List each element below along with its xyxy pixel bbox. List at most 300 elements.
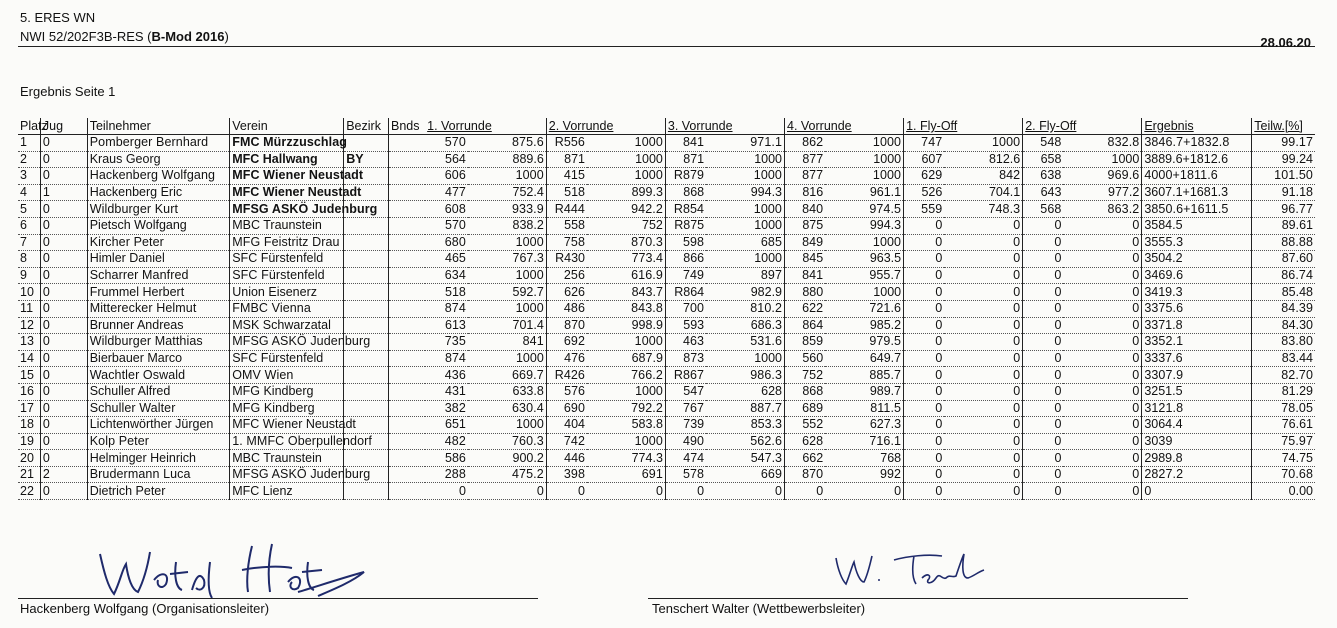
cell-verein: MBC Traunstein [230,450,344,467]
cell-platz: 15 [18,367,40,384]
cell-r2-raw: 558 [546,217,587,234]
cell-teilnehmer: Bierbauer Marco [87,350,230,367]
cell-bnds [389,284,426,301]
cell-r4-score: 768 [825,450,903,467]
cell-r3-raw: 593 [665,317,706,334]
cell-jug: 0 [40,450,87,467]
cell-f1-score: 0 [944,417,1022,434]
cell-ergebnis: 2827.2 [1142,466,1252,483]
cell-bezirk [344,317,389,334]
cell-r1-raw: 634 [425,267,468,284]
cell-teilw: 101.50 [1252,168,1315,185]
cell-bezirk [344,483,389,500]
cell-ergebnis: 3846.7+1832.8 [1142,135,1252,152]
cell-f2-raw: 0 [1023,417,1064,434]
organizer-signature [92,532,382,602]
cell-teilnehmer: Lichtenwörther Jürgen [87,417,230,434]
cell-verein: MFSG ASKÖ Judenburg [230,466,344,483]
cell-f2-raw: 0 [1023,350,1064,367]
cell-f1-raw: 0 [904,284,945,301]
cell-r2-raw: 871 [546,151,587,168]
cell-r1-score: 1000 [468,300,546,317]
cell-teilw: 84.39 [1252,300,1315,317]
event-class-mid: F3B-RES ( [88,29,152,44]
cell-f2-score: 0 [1063,367,1141,384]
cell-r3-raw: 463 [665,334,706,351]
cell-teilw: 74.75 [1252,450,1315,467]
cell-r4-score: 1000 [825,234,903,251]
cell-r3-raw: R864 [665,284,706,301]
cell-r2-score: 1000 [587,334,665,351]
cell-r2-raw: 758 [546,234,587,251]
cell-f1-score: 0 [944,483,1022,500]
cell-f1-score: 0 [944,267,1022,284]
cell-r1-score: 933.9 [468,201,546,218]
cell-teilnehmer: Pietsch Wolfgang [87,217,230,234]
cell-r2-raw: 256 [546,267,587,284]
col-f2: 2. Fly-Off [1023,118,1142,135]
cell-r1-score: 767.3 [468,251,546,268]
cell-bnds [389,334,426,351]
table-row [18,251,1315,268]
cell-verein: MFG Feistritz Drau [230,234,344,251]
cell-bnds [389,400,426,417]
cell-r2-raw: R430 [546,251,587,268]
cell-platz: 9 [18,267,40,284]
cell-bnds [389,168,426,185]
cell-r3-raw: 474 [665,450,706,467]
cell-f2-score: 0 [1063,234,1141,251]
cell-verein: OMV Wien [230,367,344,384]
cell-r2-score: 1000 [587,151,665,168]
cell-r3-raw: 868 [665,184,706,201]
cell-r2-score: 752 [587,217,665,234]
cell-f1-score: 0 [944,383,1022,400]
cell-r4-raw: 841 [785,267,826,284]
cell-verein: MSK Schwarzatal [230,317,344,334]
cell-r1-raw: 651 [425,417,468,434]
cell-r4-score: 649.7 [825,350,903,367]
cell-r4-raw: 862 [785,135,826,152]
cell-jug: 0 [40,400,87,417]
cell-r3-score: 994.3 [706,184,784,201]
cell-teilnehmer: Brudermann Luca [87,466,230,483]
cell-r1-raw: 564 [425,151,468,168]
cell-platz: 3 [18,168,40,185]
event-class [20,29,229,44]
cell-verein: MFSG ASKÖ Judenburg [230,201,344,218]
header-rule [18,46,1315,47]
cell-platz: 5 [18,201,40,218]
cell-r1-score: 0 [468,483,546,500]
cell-r3-raw: 490 [665,433,706,450]
cell-r4-raw: 877 [785,168,826,185]
cell-platz: 18 [18,417,40,434]
cell-platz: 13 [18,334,40,351]
cell-teilnehmer: Schuller Alfred [87,383,230,400]
cell-r4-raw: 0 [785,483,826,500]
cell-f2-score: 0 [1063,317,1141,334]
cell-f2-score: 0 [1063,334,1141,351]
cell-r1-score: 838.2 [468,217,546,234]
cell-r1-raw: 874 [425,300,468,317]
cell-r2-raw: 742 [546,433,587,450]
cell-r3-score: 531.6 [706,334,784,351]
table-row [18,300,1315,317]
cell-f2-score: 969.6 [1063,168,1141,185]
cell-f2-raw: 0 [1023,334,1064,351]
cell-platz: 20 [18,450,40,467]
col-jug: Jug [40,118,87,135]
cell-r3-score: 547.3 [706,450,784,467]
cell-teilw: 83.44 [1252,350,1315,367]
cell-verein: 1. MMFC Oberpullendorf [230,433,344,450]
table-row [18,284,1315,301]
cell-f2-score: 863.2 [1063,201,1141,218]
cell-f1-raw: 0 [904,234,945,251]
cell-r4-score: 0 [825,483,903,500]
cell-ergebnis: 3889.6+1812.6 [1142,151,1252,168]
cell-bnds [389,450,426,467]
cell-r4-raw: 875 [785,217,826,234]
cell-r4-score: 1000 [825,151,903,168]
cell-f2-score: 0 [1063,400,1141,417]
cell-bnds [389,234,426,251]
cell-r2-score: 774.3 [587,450,665,467]
cell-ergebnis: 3584.5 [1142,217,1252,234]
cell-bnds [389,201,426,218]
cell-f2-score: 1000 [1063,151,1141,168]
cell-r2-raw: 870 [546,317,587,334]
cell-verein: MFC Hallwang [230,151,344,168]
cell-jug: 0 [40,151,87,168]
cell-r1-score: 669.7 [468,367,546,384]
cell-r2-raw: 404 [546,417,587,434]
table-row [18,151,1315,168]
cell-f1-raw: 0 [904,251,945,268]
cell-f2-raw: 0 [1023,300,1064,317]
cell-f2-raw: 638 [1023,168,1064,185]
cell-r3-score: 1000 [706,251,784,268]
cell-teilw: 75.97 [1252,433,1315,450]
cell-f1-score: 0 [944,284,1022,301]
col-teilnehmer: Teilnehmer [87,118,230,135]
table-row [18,201,1315,218]
cell-verein: MFG Kindberg [230,400,344,417]
cell-f1-raw: 0 [904,383,945,400]
cell-r2-score: 1000 [587,433,665,450]
cell-bnds [389,151,426,168]
cell-r1-score: 841 [468,334,546,351]
cell-f1-raw: 0 [904,350,945,367]
cell-r4-score: 1000 [825,284,903,301]
col-r4: 4. Vorrunde [785,118,904,135]
cell-r4-raw: 689 [785,400,826,417]
table-row [18,135,1315,152]
cell-jug: 0 [40,251,87,268]
cell-bezirk [344,450,389,467]
cell-f1-score: 0 [944,300,1022,317]
cell-r3-score: 628 [706,383,784,400]
cell-r3-score: 897 [706,267,784,284]
cell-platz: 10 [18,284,40,301]
cell-verein: Union Eisenerz [230,284,344,301]
cell-bnds [389,317,426,334]
cell-jug: 0 [40,483,87,500]
cell-r4-raw: 622 [785,300,826,317]
cell-teilnehmer: Scharrer Manfred [87,267,230,284]
cell-f2-score: 0 [1063,483,1141,500]
cell-r2-raw: 690 [546,400,587,417]
cell-r1-raw: 606 [425,168,468,185]
cell-f1-score: 0 [944,466,1022,483]
cell-r1-score: 1000 [468,267,546,284]
cell-r3-score: 685 [706,234,784,251]
cell-r3-score: 562.6 [706,433,784,450]
cell-ergebnis: 3352.1 [1142,334,1252,351]
cell-bezirk [344,300,389,317]
cell-bnds [389,367,426,384]
cell-f2-raw: 0 [1023,367,1064,384]
cell-r2-score: 998.9 [587,317,665,334]
cell-r1-score: 592.7 [468,284,546,301]
cell-jug: 0 [40,383,87,400]
cell-verein: MFC Wiener Neustadt [230,417,344,434]
cell-jug: 0 [40,217,87,234]
cell-ergebnis: 3064.4 [1142,417,1252,434]
cell-r4-raw: 752 [785,367,826,384]
table-row [18,417,1315,434]
cell-teilnehmer: Kircher Peter [87,234,230,251]
col-r3: 3. Vorrunde [665,118,784,135]
cell-platz: 8 [18,251,40,268]
cell-r4-score: 979.5 [825,334,903,351]
cell-platz: 7 [18,234,40,251]
cell-r4-raw: 845 [785,251,826,268]
table-row [18,267,1315,284]
cell-f2-score: 832.8 [1063,135,1141,152]
cell-f1-raw: 747 [904,135,945,152]
cell-f2-raw: 0 [1023,317,1064,334]
cell-r3-raw: 866 [665,251,706,268]
cell-platz: 19 [18,433,40,450]
cell-r1-score: 701.4 [468,317,546,334]
cell-teilnehmer: Helminger Heinrich [87,450,230,467]
cell-bezirk [344,251,389,268]
event-class-suffix: ) [224,29,229,44]
table-row [18,217,1315,234]
cell-r1-score: 1000 [468,168,546,185]
cell-r1-raw: 465 [425,251,468,268]
cell-r1-score: 1000 [468,234,546,251]
cell-r2-score: 942.2 [587,201,665,218]
cell-r4-score: 955.7 [825,267,903,284]
cell-f2-raw: 0 [1023,284,1064,301]
cell-teilw: 87.60 [1252,251,1315,268]
cell-r4-score: 1000 [825,135,903,152]
cell-r1-score: 475.2 [468,466,546,483]
cell-platz: 22 [18,483,40,500]
cell-r4-raw: 560 [785,350,826,367]
cell-ergebnis: 3371.8 [1142,317,1252,334]
cell-platz: 11 [18,300,40,317]
cell-bezirk [344,135,389,152]
cell-bnds [389,251,426,268]
cell-platz: 14 [18,350,40,367]
cell-teilnehmer: Wildburger Kurt [87,201,230,218]
cell-r2-score: 766.2 [587,367,665,384]
cell-r4-raw: 868 [785,383,826,400]
cell-r3-raw: 0 [665,483,706,500]
table-row [18,450,1315,467]
table-row [18,466,1315,483]
cell-f1-score: 0 [944,400,1022,417]
cell-f2-score: 0 [1063,450,1141,467]
cell-f2-raw: 0 [1023,450,1064,467]
cell-platz: 17 [18,400,40,417]
cell-f1-raw: 0 [904,433,945,450]
cell-jug: 0 [40,234,87,251]
cell-bezirk [344,217,389,234]
cell-r2-raw: 486 [546,300,587,317]
cell-jug: 0 [40,267,87,284]
cell-r3-score: 1000 [706,217,784,234]
cell-r4-raw: 816 [785,184,826,201]
cell-r4-score: 985.2 [825,317,903,334]
cell-bezirk: BY [344,151,389,168]
cell-verein: FMBC Vienna [230,300,344,317]
cell-r1-raw: 518 [425,284,468,301]
cell-f1-score: 0 [944,234,1022,251]
cell-f1-score: 0 [944,334,1022,351]
cell-r1-raw: 477 [425,184,468,201]
cell-f1-score: 0 [944,251,1022,268]
cell-r3-raw: 598 [665,234,706,251]
cell-teilnehmer: Himler Daniel [87,251,230,268]
cell-teilnehmer: Dietrich Peter [87,483,230,500]
cell-jug: 2 [40,466,87,483]
cell-verein: MFC Wiener Neustadt [230,184,344,201]
cell-f1-raw: 0 [904,334,945,351]
cell-ergebnis: 3375.6 [1142,300,1252,317]
cell-r1-score: 752.4 [468,184,546,201]
cell-bnds [389,217,426,234]
cell-f2-raw: 0 [1023,466,1064,483]
cell-r2-raw: 415 [546,168,587,185]
cell-jug: 0 [40,317,87,334]
cell-teilw: 84.30 [1252,317,1315,334]
cell-teilw: 99.17 [1252,135,1315,152]
cell-bnds [389,417,426,434]
cell-f1-raw: 629 [904,168,945,185]
cell-teilw: 86.74 [1252,267,1315,284]
cell-r2-score: 773.4 [587,251,665,268]
cell-f2-raw: 548 [1023,135,1064,152]
cell-r4-score: 627.3 [825,417,903,434]
cell-r1-score: 1000 [468,417,546,434]
cell-teilw: 88.88 [1252,234,1315,251]
cell-r3-score: 1000 [706,168,784,185]
cell-r4-raw: 859 [785,334,826,351]
cell-ergebnis: 3555.3 [1142,234,1252,251]
cell-r1-raw: 431 [425,383,468,400]
cell-r1-raw: 586 [425,450,468,467]
cell-r4-score: 811.5 [825,400,903,417]
cell-f2-score: 0 [1063,217,1141,234]
cell-r2-score: 870.3 [587,234,665,251]
cell-bezirk [344,234,389,251]
cell-r4-score: 716.1 [825,433,903,450]
cell-bezirk [344,400,389,417]
cell-bnds [389,267,426,284]
cell-teilnehmer: Schuller Walter [87,400,230,417]
cell-f2-raw: 0 [1023,433,1064,450]
cell-r2-score: 899.3 [587,184,665,201]
cell-r1-raw: 436 [425,367,468,384]
cell-verein: MFC Lienz [230,483,344,500]
cell-r1-raw: 288 [425,466,468,483]
cell-r2-raw: R556 [546,135,587,152]
cell-r3-raw: 700 [665,300,706,317]
cell-teilnehmer: Frummel Herbert [87,284,230,301]
cell-bezirk [344,367,389,384]
cell-bnds [389,383,426,400]
cell-r3-raw: 871 [665,151,706,168]
director-signature-line [648,598,1188,599]
cell-r2-score: 583.8 [587,417,665,434]
event-class-mod: B-Mod 2016 [151,29,225,44]
cell-ergebnis: 3419.3 [1142,284,1252,301]
cell-verein: MFSG ASKÖ Judenburg [230,334,344,351]
cell-teilnehmer: Kolp Peter [87,433,230,450]
cell-bnds [389,135,426,152]
cell-ergebnis: 3607.1+1681.3 [1142,184,1252,201]
cell-jug: 0 [40,284,87,301]
cell-f1-raw: 0 [904,466,945,483]
cell-f2-score: 0 [1063,251,1141,268]
table-row [18,400,1315,417]
cell-r4-raw: 870 [785,466,826,483]
cell-r1-score: 633.8 [468,383,546,400]
event-class-prefix: NWI 52/202 [20,29,89,44]
cell-f1-raw: 0 [904,267,945,284]
cell-teilw: 83.80 [1252,334,1315,351]
cell-f1-score: 0 [944,317,1022,334]
cell-teilnehmer: Mitterecker Helmut [87,300,230,317]
cell-f1-score: 0 [944,433,1022,450]
cell-r3-score: 982.9 [706,284,784,301]
cell-f1-raw: 0 [904,217,945,234]
cell-f2-raw: 0 [1023,400,1064,417]
col-r2: 2. Vorrunde [546,118,665,135]
cell-jug: 0 [40,201,87,218]
cell-r2-score: 687.9 [587,350,665,367]
cell-f2-score: 0 [1063,417,1141,434]
cell-r2-raw: 692 [546,334,587,351]
cell-bnds [389,483,426,500]
cell-r1-score: 630.4 [468,400,546,417]
cell-r1-raw: 570 [425,135,468,152]
cell-verein: SFC Fürstenfeld [230,350,344,367]
cell-platz: 4 [18,184,40,201]
cell-bezirk [344,383,389,400]
cell-teilw: 99.24 [1252,151,1315,168]
cell-jug: 0 [40,350,87,367]
cell-f1-raw: 559 [904,201,945,218]
cell-f1-score: 748.3 [944,201,1022,218]
cell-f1-raw: 0 [904,367,945,384]
cell-bnds [389,433,426,450]
